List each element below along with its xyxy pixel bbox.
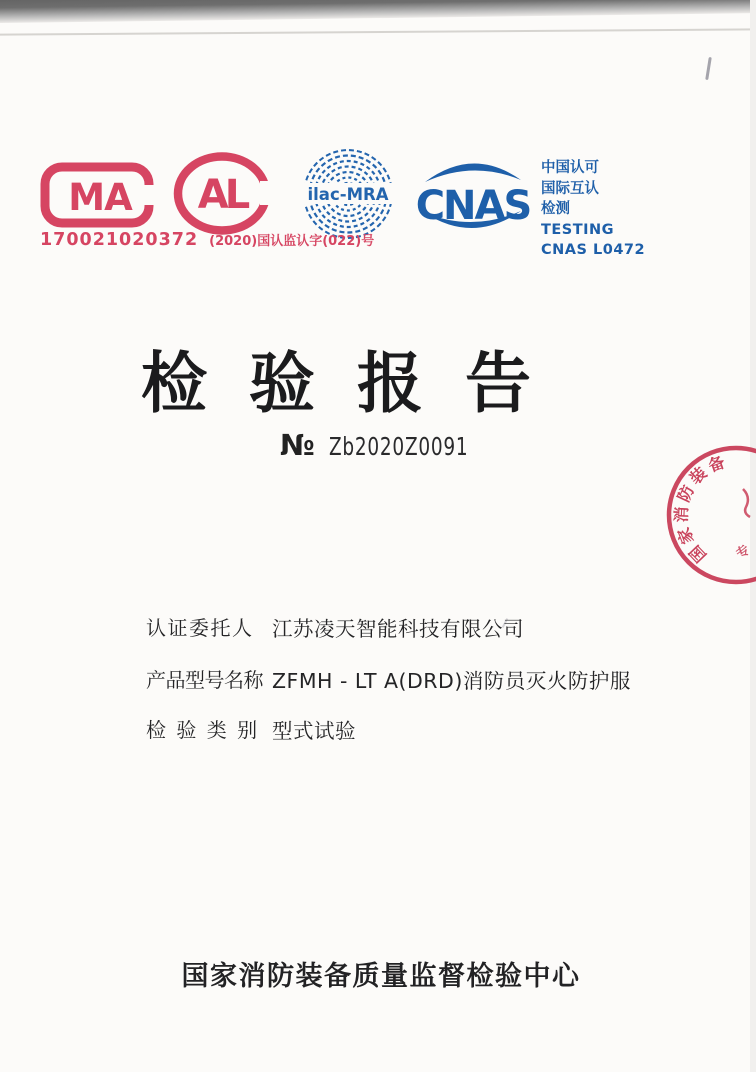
cma-letters: MA: [68, 176, 132, 219]
scanner-top-edge: [0, 0, 756, 23]
field-label-test-type: 检 验 类 别: [146, 718, 260, 742]
field-value-applicant: 江苏凌天智能科技有限公司: [272, 617, 524, 641]
accred-line-testing: TESTING: [541, 221, 615, 238]
cma-approval-text: (2020)国认监认字(022)号: [209, 234, 375, 249]
issuing-organization: 国家消防装备质量监督检验中心: [181, 961, 581, 992]
accred-line-cn1: 中国认可: [541, 160, 599, 176]
seal-center-fragment: [743, 489, 750, 517]
cnas-logo-icon: [413, 156, 533, 238]
accred-line-cnas-no: CNAS L0472: [541, 242, 646, 258]
ilac-label: ilac-MRA: [307, 185, 389, 204]
inspection-seal-stamp: [622, 420, 756, 615]
numero-symbol: №: [280, 428, 315, 462]
pen-mark: [705, 57, 712, 80]
field-row-product-model: [0, 664, 700, 696]
field-row-applicant: [0, 612, 700, 644]
field-value-product-model: ZFMH - LT A(DRD)消防员灭火防护服: [272, 669, 631, 693]
cma-registration: [40, 230, 374, 250]
cal-mark-icon: [172, 152, 272, 235]
cnas-accreditation-text: [541, 158, 645, 261]
report-title: 检验报告: [141, 345, 573, 422]
seal-fragment-char: 专: [733, 542, 754, 563]
ilac-mra-icon: [292, 148, 404, 240]
accred-line-cn3: 检测: [541, 201, 570, 217]
seal-text: 国家消防装备: [671, 451, 731, 567]
cma-mark-icon: [40, 162, 158, 228]
report-number-row: [280, 428, 517, 462]
report-number: Zb2020Z0091: [328, 432, 469, 461]
field-row-test-type: [0, 714, 700, 746]
accred-line-cn2: 国际互认: [541, 180, 599, 197]
field-label-product-model: 产品型号名称: [146, 668, 263, 692]
cnas-letters: CNAS: [415, 183, 531, 229]
cal-letters: AL: [197, 172, 247, 218]
cma-number: 170021020372: [40, 230, 199, 250]
field-value-test-type: 型式试验: [272, 719, 356, 743]
field-label-applicant: 认证委托人: [146, 616, 254, 640]
page-fold-line: [0, 28, 756, 35]
